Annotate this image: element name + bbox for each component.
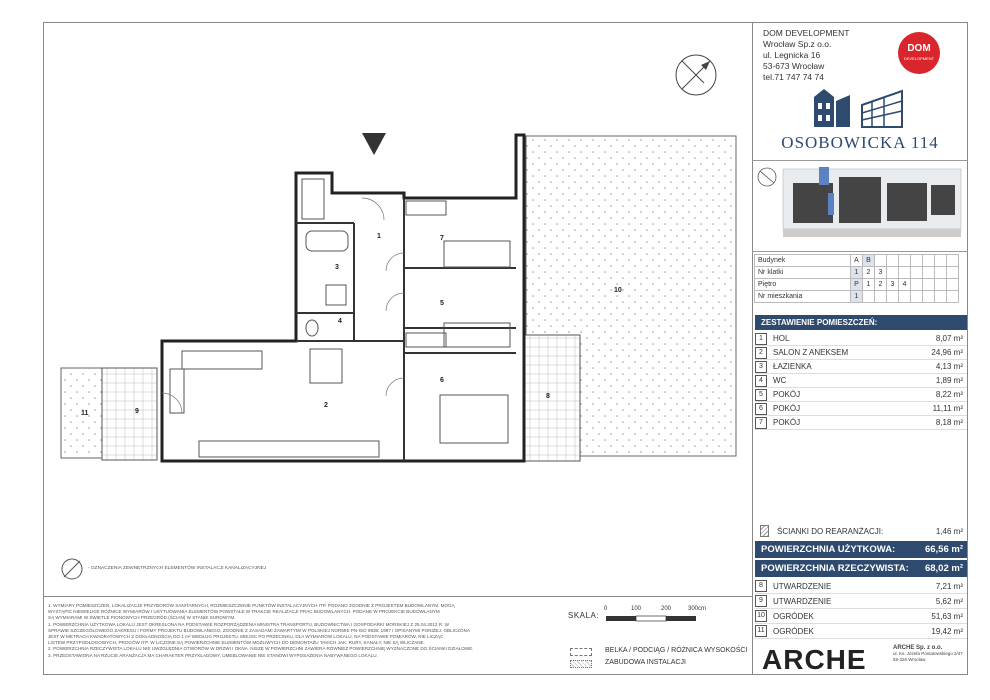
plan-label-5: 5 [440,300,444,307]
walls-row [760,524,967,538]
hatch-icon [760,525,769,537]
rooms-list [755,332,967,430]
walls-name: ŚCIANKI DO REARANŻACJI: [777,526,884,536]
room-row [755,360,967,374]
extra-name: OGRÓDEK [773,626,814,636]
room-row [755,332,967,346]
room-number: 5 [755,389,767,401]
room-area: 1,89 m² [935,376,963,385]
plan-label-11: 11 [81,410,89,417]
room-area: 8,18 m² [935,418,963,427]
selector-cell[interactable]: 1 [863,279,875,291]
selector-row-building [755,255,959,267]
company-city: 53-673 Wrocław [763,61,825,71]
actual-area-bar [755,560,967,577]
scale-tick: 300cm [688,606,707,612]
room-number: 3 [755,361,767,373]
floor-plan [44,23,751,593]
selector-cell[interactable]: 3 [875,267,887,279]
room-row [755,416,967,430]
extras-list [755,579,967,639]
actual-area-label: POWIERZCHNIA RZECZYWISTA: [761,563,909,574]
plan-label-10: 10 [614,287,622,294]
room-row [755,388,967,402]
arche-address [893,645,963,663]
terrace-9 [102,368,157,460]
note-line: 2. POWIERZCHNIA RZECZYWISTA LOKALU NIE UWZGLĘDNIA OTWORÓW W DRZWI I OKNA. NISZE W POWIERZCHNI ZAWIERA RÓWNIEŻ POWIERZCHNIĘ WYZNACZONE DO ŚCIANKI DZIAŁOWE. [48,646,474,652]
extra-area: 7,21 m² [935,581,963,591]
project-title: OSOBOWICKA 114 [781,133,939,152]
note-line: WYSTĄPIĆ NIEWIELKIE RÓŻNICE WYMIARÓW I USYTUOWANIA ELEMENTÓW POWSTAŁE W TRAKCIE REALIZACJI PRAC BUDOWLANYCH. PODANE W PROJEKCIE BUDOWLANYM [48,609,440,615]
company-phone: tel.71 747 74 74 [763,72,824,82]
dom-logo-sub: DEVELOPMENT [903,56,935,61]
divider [752,251,968,252]
dom-logo-text: DOM [907,43,931,54]
room-row [755,402,967,416]
room-row [755,346,967,360]
selector-label: Budynek [755,255,851,267]
arche-addr2: 59-326 Wrocław [893,657,926,662]
actual-area-value: 68,02 m² [924,563,963,574]
selector-cell-selected[interactable]: 1 [851,267,863,279]
site-map [755,163,965,248]
selector-row-floor [755,279,959,291]
plan-label-7: 7 [440,235,444,242]
selector-label: Piętro [755,279,851,291]
note-line: LISTEW PRZYPODŁOGOWYCH, PROGÓW ITP. W LICZONE SĄ POWIERZCHNIE ELEMENTÓW MOŻLIWYCH DO DEMONTAŻU TAKICH JAK: RURY, KANAŁY, NIE SĄ WLICZANE. [48,640,425,646]
note-line: 1. POWIERZCHNIA UŻYTKOWA LOKALU JEST OKREŚLONA NA PODSTAWIE ROZPORZĄDZENIA MINISTRA TRANSPORTU, BUDOWNICTWA I GOSPODARKI MORSKIEJ Z 25.04.2012 R. W [48,621,449,627]
room-name: POKÓJ [773,390,801,399]
extra-area: 19,42 m² [931,626,963,636]
scale-tick: 200 [661,606,672,612]
install-legend-icon [570,660,592,668]
building-illustration [812,87,907,129]
selector-row-unit [755,291,959,303]
company-info [763,28,849,83]
arche-name: ARCHE Sp. z o.o. [893,645,943,651]
rooms-heading: ZESTAWIENIE POMIESZCZEŃ: [755,315,967,330]
extra-number: 10 [755,610,767,622]
selector-cell[interactable]: 4 [899,279,911,291]
dom-logo [898,32,940,74]
extra-number: 9 [755,595,767,607]
extra-row [755,579,967,594]
room-area: 8,07 m² [935,334,963,343]
room-number: 1 [755,333,767,345]
plan-label-1: 1 [377,233,381,240]
room-name: SALON Z ANEKSEM [773,348,849,357]
room-row [755,374,967,388]
scale-tick: 0 [604,606,608,612]
note-line: SPRAWIE SZCZEGÓŁOWEGO ZAKRESU I FORMY PROJEKTU BUDOWLANEGO, ZGODNIE Z ZASADAMI ZAWARTYMI W POLSKIEJ NORMIE PN-ISO 9836: 1997 I OPISANYMI PONIŻEJ. OBLICZONA [48,627,471,633]
selector-cell-selected[interactable]: 1 [851,291,863,303]
selector-cell[interactable]: A [851,255,863,267]
selector-cell[interactable]: 2 [863,267,875,279]
extra-area: 51,63 m² [931,611,963,621]
arche-addr1: ul. Ks. Józefa Poniatowskiego 2/47 [893,651,963,656]
company-street: ul. Legnicka 16 [763,50,821,60]
plan-label-3: 3 [335,264,339,271]
plan-label-8: 8 [546,393,550,400]
sewer-symbol-icon [60,557,84,581]
plan-label-4: 4 [338,318,342,325]
selector-cell-selected[interactable]: B [863,255,875,267]
room-name: POKÓJ [773,418,801,427]
scale-bar [604,614,704,624]
entrance-marker-icon [362,133,386,155]
extra-area: 5,62 m² [935,596,963,606]
selector-cell[interactable]: 2 [875,279,887,291]
beam-legend-label: BELKA / PODCIĄG / RÓŻNICA WYSOKOŚCI [605,647,748,654]
plan-label-2: 2 [324,402,328,409]
extra-name: UTWARDZENIE [773,596,832,606]
room-name: ŁAZIENKA [773,362,812,371]
selector-row-stairwell [755,267,959,279]
note-line: JEST W METRACH KWADRATOWYCH Z DOKŁADNOŚCIĄ DO 1 m² WEDŁUG PROJEKTU. MIEJSC PO PRZECINKU, DLA WYMIARÓW LOKALU, NA PODSTAWIE POMIARÓW, NIE LICZĄC [48,634,444,640]
room-name: HOL [773,334,790,343]
room-name: POKÓJ [773,404,801,413]
plan-label-9: 9 [135,408,139,415]
selector-label: Nr mieszkania [755,291,851,303]
extra-row [755,609,967,624]
selector-cell[interactable]: 3 [887,279,899,291]
install-legend-label: ZABUDOWA INSTALACJI [605,659,686,666]
walls-area: 1,46 m² [935,526,963,536]
note-line: SĄ WYMIARAMI W ŚWIETLE PIONOWYCH PRZEGRÓD (ŚCIAN) W STANIE SUROWYM. [48,615,236,621]
extra-name: OGRÓDEK [773,611,814,621]
room-area: 11,11 m² [932,404,963,413]
room-name: WC [773,376,787,385]
extra-row [755,594,967,609]
note-line: 3. PRZEDSTAWIONA NA RZUCIE ARANŻACJA MA CHARAKTER PRZYKŁADOWY, UMEBLOWANIE NIE STANOWI WYPOSAŻENIA NABYWANEGO LOKALU. [48,652,378,658]
room-number: 6 [755,403,767,415]
usable-area-value: 66,56 m² [924,544,963,555]
usable-area-bar [755,541,967,558]
installation-note: - OZNACZENIA ZEWNĘTRZNYCH ELEMENTÓW INSTALACJI KANALIZACYJNEJ [88,566,267,571]
arche-logo: ARCHE [762,644,867,675]
room-area: 8,22 m² [935,390,963,399]
compass-icon [676,55,716,95]
divider [752,160,968,161]
extra-row [755,624,967,639]
room-number: 4 [755,375,767,387]
extra-number: 8 [755,580,767,592]
room-area: 4,13 m² [935,362,963,371]
extra-name: UTWARDZENIE [773,581,832,591]
company-line2: Wrocław Sp.z o.o. [763,39,832,49]
divider [43,596,752,597]
notes-block [48,603,528,659]
scale-tick: 100 [631,606,642,612]
extra-number: 11 [755,625,767,637]
room-number: 7 [755,417,767,429]
room-area: 24,96 m² [931,348,963,357]
note-line: 1. WYMIARY POMIESZCZEŃ, LOKALIZACJE PRZYBORÓW SANITARNYCH, ROZMIESZCZENIE PUNKTÓW INSTALACYJNYCH ITP. PODANO ZGODNIE Z PROJEKTEM BUDOWLANYM. MOGĄ [48,603,455,608]
beam-legend-icon [570,648,592,656]
scale-label: SKALA: [568,611,600,620]
usable-area-label: POWIERZCHNIA UŻYTKOWA: [761,544,896,555]
unit-selector [754,254,959,303]
plan-label-6: 6 [440,377,444,384]
selector-cell-selected[interactable]: P [851,279,863,291]
room-number: 2 [755,347,767,359]
company-name: DOM DEVELOPMENT [763,28,850,38]
selector-label: Nr klatki [755,267,851,279]
terrace-8 [522,335,580,461]
